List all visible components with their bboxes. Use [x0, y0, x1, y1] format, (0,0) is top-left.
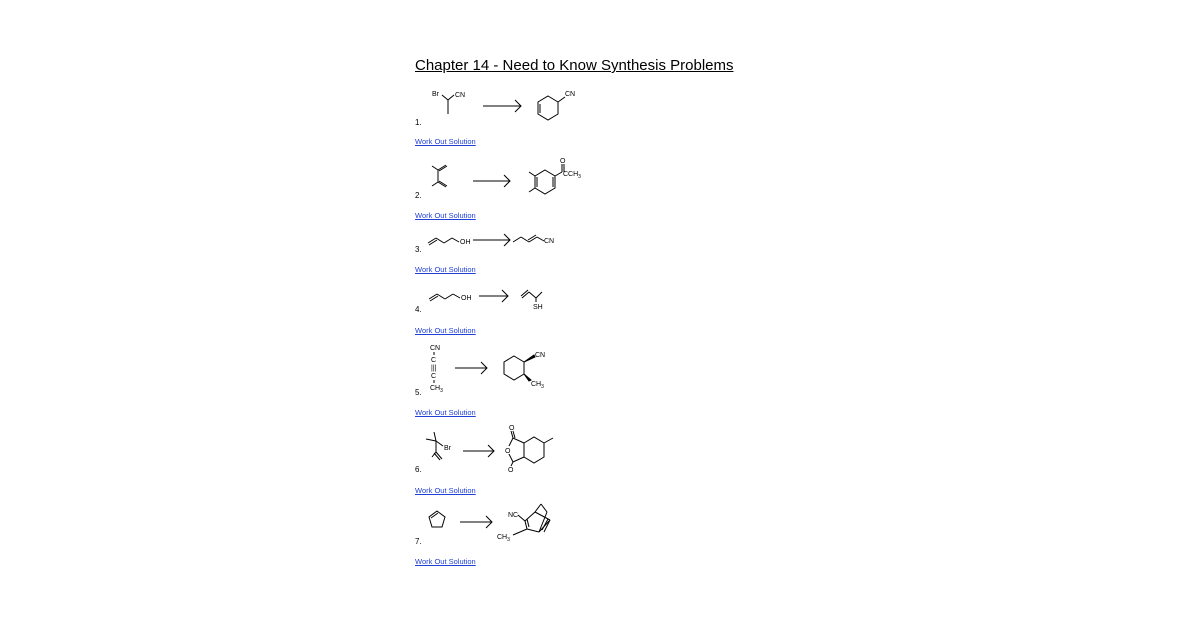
work-out-solution-link[interactable]: Work Out Solution — [415, 486, 476, 495]
reaction-5-starting-material — [430, 345, 443, 394]
svg-text:|||: ||| — [431, 365, 437, 372]
reaction-1-arrow — [483, 100, 521, 112]
reaction-6-starting-material — [426, 432, 452, 460]
svg-text:O: O — [560, 158, 566, 165]
svg-text:OH: OH — [461, 295, 472, 302]
reaction-3-starting-material — [428, 238, 471, 246]
reaction-1-scheme — [410, 86, 610, 120]
reaction-4-starting-material — [429, 294, 472, 302]
reaction-3-scheme — [410, 230, 610, 250]
work-out-solution-link[interactable]: Work Out Solution — [415, 265, 476, 274]
reaction-4-product — [521, 290, 543, 311]
svg-text:SH: SH — [533, 304, 543, 311]
page-title: Chapter 14 - Need to Know Synthesis Problems — [415, 57, 734, 74]
svg-text:CCH3: $CCH_3$ — [563, 171, 581, 180]
reaction-5-scheme — [410, 343, 610, 397]
svg-text:C: C — [431, 373, 437, 380]
svg-text:CN: CN — [544, 238, 555, 245]
problem-number: 1. — [415, 118, 422, 127]
reaction-3-product — [513, 235, 554, 245]
svg-text:CH3: $CH_3$ — [497, 534, 510, 543]
svg-text:Br: Br — [432, 91, 439, 98]
problem-number: 2. — [415, 191, 422, 200]
svg-text:CH3: $CH_3$ — [531, 381, 544, 390]
svg-text:CH3: $CH_3$ — [430, 385, 443, 394]
svg-text:O: O — [508, 467, 514, 474]
problem-number: 6. — [415, 465, 422, 474]
svg-text:Br: Br — [444, 445, 451, 452]
svg-text:CN: CN — [535, 352, 546, 359]
problem-number: 3. — [415, 245, 422, 254]
reaction-2-starting-material — [432, 165, 447, 187]
reaction-1-starting-material — [432, 91, 465, 114]
reaction-2-scheme — [410, 156, 610, 196]
work-out-solution-link[interactable]: Work Out Solution — [415, 211, 476, 220]
reaction-6-product — [504, 425, 553, 474]
reaction-5-arrow — [455, 362, 487, 374]
reaction-7-starting-material — [429, 511, 445, 527]
svg-text:CN: CN — [430, 345, 441, 352]
reaction-3-arrow — [473, 234, 510, 246]
problem-number: 7. — [415, 537, 422, 546]
work-out-solution-link[interactable]: Work Out Solution — [415, 408, 476, 417]
reaction-5-product — [504, 352, 545, 390]
svg-text:O: O — [505, 448, 511, 455]
svg-text:C: C — [431, 357, 437, 364]
reaction-7-product — [497, 504, 550, 543]
reaction-4-arrow — [479, 290, 508, 302]
problem-number: 4. — [415, 305, 422, 314]
reaction-7-scheme — [410, 502, 610, 544]
reaction-2-product — [529, 158, 581, 194]
svg-text:CN: CN — [565, 91, 576, 98]
svg-text:O: O — [509, 425, 515, 432]
reaction-1-product — [538, 91, 575, 120]
reaction-2-arrow — [473, 175, 510, 187]
work-out-solution-link[interactable]: Work Out Solution — [415, 137, 476, 146]
svg-text:CN: CN — [455, 92, 466, 99]
reaction-4-scheme — [410, 286, 610, 312]
work-out-solution-link[interactable]: Work Out Solution — [415, 557, 476, 566]
work-out-solution-link[interactable]: Work Out Solution — [415, 326, 476, 335]
svg-text:OH: OH — [460, 239, 471, 246]
problem-number: 5. — [415, 388, 422, 397]
svg-text:NC: NC — [508, 512, 519, 519]
reaction-6-scheme — [410, 425, 610, 473]
reaction-7-arrow — [460, 516, 492, 528]
reaction-6-arrow — [463, 445, 494, 457]
